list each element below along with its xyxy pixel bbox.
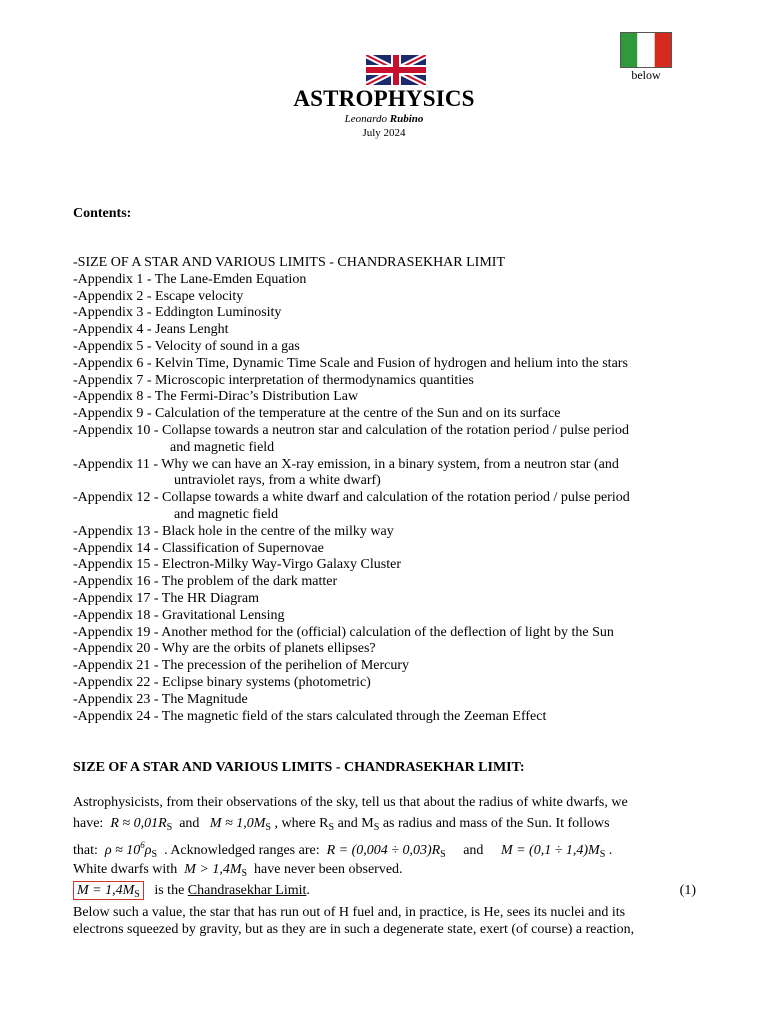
equation-mass-range: $M = (0,1 \div 1,4)M_S$ [500, 843, 606, 860]
text: is the [154, 883, 185, 898]
paragraph-line: electrons squeezed by gravity, but as they are in such a degenerate state, exert (of course) a reaction, [73, 922, 635, 937]
paragraph-line: Below such a value, the star that has run out of H fuel and, in practice, is He, sees its nuclei and its [73, 905, 626, 920]
toc-item[interactable]: -Appendix 13 - Black hole in the centre of the milky way [73, 523, 394, 539]
toc-item[interactable]: -Appendix 16 - The problem of the dark matter [73, 574, 338, 590]
table-of-contents [73, 255, 703, 725]
toc-item[interactable]: -Appendix 6 - Kelvin Time, Dynamic Time Scale and Fusion of hydrogen and helium into the stars [73, 355, 628, 371]
toc-item[interactable]: -Appendix 17 - The HR Diagram [73, 590, 259, 606]
toc-item[interactable]: -Appendix 5 - Velocity of sound in a gas [73, 338, 300, 354]
toc-item[interactable]: -Appendix 19 - Another method for the (official) calculation of the deflection of light by the Sun [73, 624, 614, 640]
text: and M [337, 816, 374, 831]
section-heading: SIZE OF A STAR AND VARIOUS LIMITS - CHANDRASEKHAR LIMIT: [73, 760, 525, 775]
toc-item[interactable]: -Appendix 8 - The Fermi-Dirac’s Distribution Law [73, 389, 359, 405]
publication-date: July 2024 [362, 127, 406, 139]
text: and [463, 843, 484, 858]
equation-mass: $M \approx 1,0M_S$ [209, 816, 271, 833]
author [0, 113, 768, 125]
toc-item[interactable]: -Appendix 23 - The Magnitude [73, 691, 248, 707]
toc-item[interactable]: -Appendix 18 - Gravitational Lensing [73, 607, 285, 623]
toc-item[interactable]: -Appendix 21 - The precession of the perihelion of Mercury [73, 658, 410, 674]
paragraph-line: $M = 1,4M_S$ is the Chandrasekhar Limit. (1) [73, 882, 696, 903]
italy-flag-icon[interactable] [620, 32, 672, 68]
text: as radius and mass of the Sun. It follows [382, 816, 610, 831]
toc-item[interactable]: -Appendix 10 - Collapse towards a neutron star and calculation of the rotation period / pulse period [73, 422, 629, 438]
toc-item[interactable]: -Appendix 11 - Why we can have an X-ray emission, in a binary system, from a neutron star (and [73, 456, 619, 472]
paragraph-line: Astrophysicists, from their observations of the sky, tell us that about the radius of white dwarfs, we [73, 795, 628, 810]
paragraph-line [73, 861, 696, 882]
paragraph-line [73, 815, 696, 836]
chandrasekhar-limit-term: Chandrasekhar Limit [187, 883, 307, 898]
equation-density: $\rho \approx 10^6\rho_S$ [104, 840, 158, 860]
uk-flag-icon [366, 55, 426, 85]
toc-item[interactable]: -Appendix 3 - Eddington Luminosity [73, 305, 282, 321]
toc-item[interactable]: -Appendix 12 - Collapse towards a white dwarf and calculation of the rotation period / pulse period [73, 490, 630, 506]
equation-radius: $R \approx 0,01R_S$ [110, 816, 173, 833]
subscript: S [373, 822, 380, 833]
equation-number: (1) [679, 883, 696, 898]
text: have: [73, 816, 104, 831]
toc-item[interactable]: -Appendix 4 - Jeans Lenght [73, 322, 229, 338]
page-title: ASTROPHYSICS [293, 86, 475, 111]
equation-radius-range: $R = (0,004 \div 0,03)R_S$ [326, 843, 446, 860]
contents-heading: Contents: [73, 206, 132, 221]
toc-item-continuation[interactable]: and magnetic field [170, 439, 275, 455]
author-last-name: Rubino [389, 113, 424, 125]
toc-item[interactable]: -Appendix 2 - Escape velocity [73, 288, 244, 304]
toc-item[interactable]: -Appendix 7 - Microscopic interpretation of thermodynamics quantities [73, 372, 474, 388]
author-first-name: Leonardo [344, 113, 387, 125]
toc-item-continuation[interactable]: and magnetic field [174, 506, 279, 522]
toc-item[interactable]: -SIZE OF A STAR AND VARIOUS LIMITS - CHANDRASEKHAR LIMIT [73, 255, 506, 270]
toc-item[interactable]: -Appendix 20 - Why are the orbits of planets ellipses? [73, 641, 376, 657]
text: that: [73, 843, 98, 858]
text: , where R [274, 816, 329, 831]
toc-item[interactable]: -Appendix 1 - The Lane-Emden Equation [73, 271, 307, 287]
text: have never been observed. [254, 862, 403, 877]
text: . Acknowledged ranges are: [164, 843, 320, 858]
toc-item[interactable]: -Appendix 14 - Classification of Supernovae [73, 540, 324, 556]
toc-item-continuation[interactable]: untraviolet rays, from a white dwarf) [174, 473, 381, 489]
paragraph-line: that: $\rho \approx 10^6\rho_S$ . Acknowledged ranges are: $R = (0,004 \div 0,03)R_S$ and $M = (0,1 \div 1,4)M_S$ . [73, 840, 613, 860]
toc-item[interactable]: -Appendix 9 - Calculation of the temperature at the centre of the Sun and on its surface [73, 406, 561, 422]
text: and [179, 816, 200, 831]
toc-item[interactable]: -Appendix 22 - Eclipse binary systems (photometric) [73, 674, 371, 690]
subscript: S [328, 822, 335, 833]
italian-version-link[interactable]: below [631, 68, 661, 82]
equation-mass-gt: $M > 1,4M_S$ [184, 862, 248, 879]
toc-item[interactable]: -Appendix 24 - The magnetic field of the stars calculated through the Zeeman Effect [73, 708, 547, 724]
chandrasekhar-equation-box: $M = 1,4M_S$ [73, 881, 144, 900]
toc-item[interactable]: -Appendix 15 - Electron-Milky Way-Virgo Galaxy Cluster [73, 557, 402, 573]
text: White dwarfs with [73, 862, 178, 877]
